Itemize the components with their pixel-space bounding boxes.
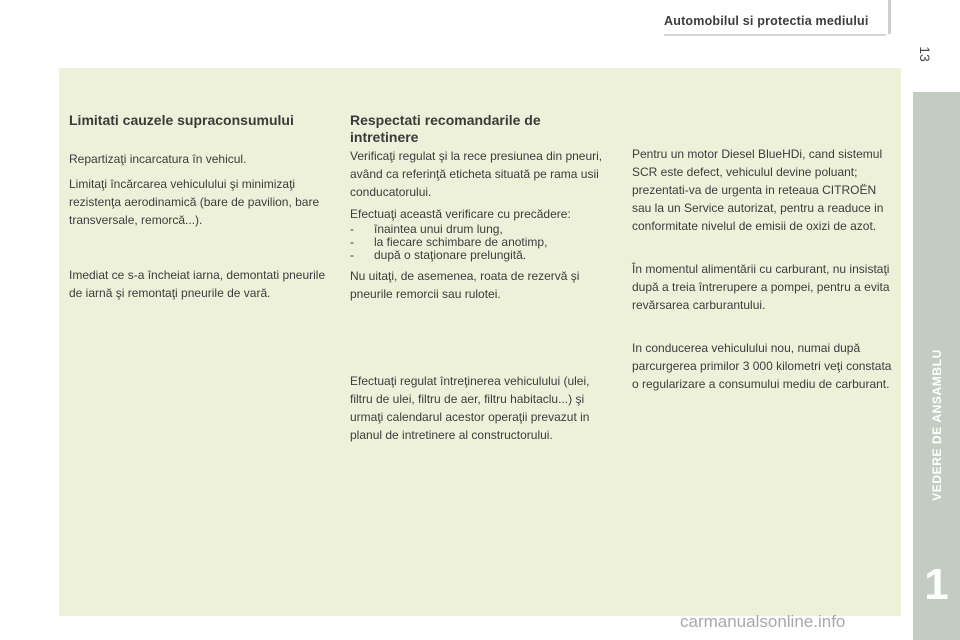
list-item: - după o staţionare prelungită. xyxy=(350,249,610,262)
section-heading: Respectati recomandarile de intretinere xyxy=(350,112,541,145)
chapter-tab-label xyxy=(913,300,960,550)
watermark: carmanualsonline.info xyxy=(680,612,846,631)
paragraph: Repartizaţi incarcatura în vehicul. xyxy=(69,152,247,166)
header-title: Automobilul si protectia mediului xyxy=(664,14,869,28)
paragraph: Pentru un motor Diesel BlueHDi, cand sistemul SCR este defect, vehiculul devine poluant; prezentati-va de urgenta in reteaua CITROËN sau la un Service autorizat, pentru a readuce in conformitate nivelul de emisii de oxizi de azot. xyxy=(632,147,884,233)
list-item: - la fiecare schimbare de anotimp, xyxy=(350,236,610,249)
header-rule xyxy=(664,34,886,36)
paragraph: Verificaţi regulat şi la rece presiunea din pneuri, având ca referinţă eticheta situată pe rama usii conducatorului. xyxy=(350,149,603,199)
paragraph: Imediat ce s-a încheiat iarna, demontati pneurile de iarnă şi remontaţi pneurile de vară. xyxy=(69,268,326,300)
column-consumption xyxy=(69,112,334,302)
page-number: 13 xyxy=(917,46,933,62)
header-divider xyxy=(888,0,891,34)
section-heading: Limitati cauzele supraconsumului xyxy=(69,112,294,128)
paragraph: Limitaţi încărcarea vehiculului şi minimizaţi rezistenţa aerodinamică (bare de pavilion, bare transversale, remorcă...). xyxy=(69,177,320,227)
paragraph: In conducerea vehiculului nou, numai după parcurgerea primilor 3 000 kilometri veţi constata o regularizare a consumului mediu de carburant. xyxy=(632,341,892,391)
chapter-title: VEDERE DE ANSAMBLU xyxy=(929,349,944,501)
paragraph: Efectuaţi regulat întreţinerea vehiculului (ulei, filtru de ulei, filtru de aer, filtru habitaclu...) şi urmaţi calendarul acestor operaţii prevazut in planul de intretinere al constructorului. xyxy=(350,374,590,442)
paragraph: Efectuaţi această verificare cu precădere: xyxy=(350,207,571,221)
column-maintenance xyxy=(350,112,610,444)
paragraph: În momentul alimentării cu carburant, nu insistaţi după a treia întrerupere a pompei, pentru a evita revărsarea carburantului. xyxy=(632,262,890,312)
check-list xyxy=(350,223,610,262)
paragraph: Nu uitaţi, de asemenea, roata de rezervă şi pneurile remorcii sau rulotei. xyxy=(350,269,580,301)
chapter-number: 1 xyxy=(924,560,949,609)
list-item: - înaintea unui drum lung, xyxy=(350,223,610,236)
column-diesel-info xyxy=(632,145,892,393)
